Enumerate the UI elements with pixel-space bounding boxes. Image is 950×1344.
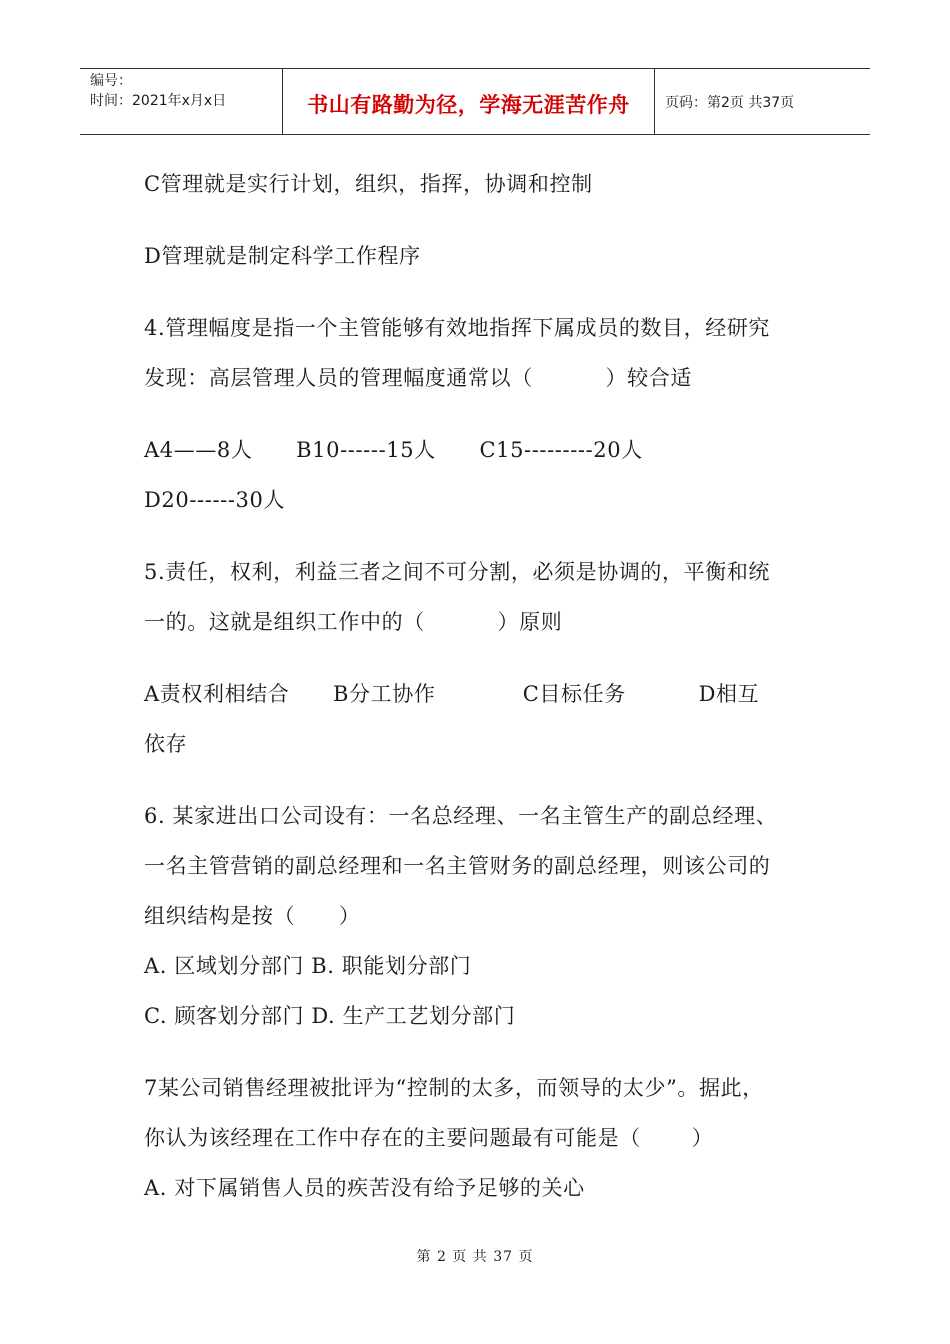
question-4-line-2: 发现：高层管理人员的管理幅度通常以（ ）较合适: [144, 366, 692, 390]
question-7-line-1: 7某公司销售经理被批评为“控制的太多，而领导的太少”。据此，: [144, 1076, 764, 1100]
option-d-line: D管理就是制定科学工作程序: [144, 244, 421, 268]
question-4-options-1: A4——8人 B10------15人 C15---------20人: [144, 438, 643, 462]
time-label: 时间：2021年x月x日: [90, 93, 227, 109]
question-6-line-2: 一名主管营销的副总经理和一名主管财务的副总经理，则该公司的: [144, 854, 771, 878]
question-5-line-2: 一的。这就是组织工作中的（ ）原则: [144, 610, 563, 634]
page-header: [80, 68, 870, 135]
question-7-option-a: A. 对下属销售人员的疾苦没有给予足够的关心: [144, 1176, 585, 1200]
header-motto: 书山有路勤为径，学海无涯苦作舟: [283, 69, 655, 134]
question-6-line-1: 6. 某家进出口公司设有：一名总经理、一名主管生产的副总经理、: [144, 804, 778, 828]
question-4-line-1: 4.管理幅度是指一个主管能够有效地指挥下属成员的数目，经研究: [144, 316, 771, 340]
page-footer: 第 2 页 共 37 页: [416, 1249, 534, 1265]
question-6-options-1: A. 区域划分部门 B. 职能划分部门: [144, 954, 472, 978]
option-c-line: C管理就是实行计划，组织，指挥，协调和控制: [144, 172, 593, 196]
question-5-options-1: A责权利相结合 B分工协作 C目标任务 D相互: [144, 682, 760, 706]
question-5-line-1: 5.责任，权利，利益三者之间不可分割，必须是协调的，平衡和统: [144, 560, 771, 584]
question-4-options-2: D20------30人: [144, 488, 286, 512]
question-6-line-3: 组织结构是按（ ）: [144, 904, 361, 928]
question-6-options-2: C. 顾客划分部门 D. 生产工艺划分部门: [144, 1004, 516, 1028]
header-meta: [80, 69, 283, 134]
header-page-info: 页码：第2页 共37页: [665, 94, 795, 111]
question-5-options-2: 依存: [144, 732, 188, 756]
number-label: 编号：: [90, 73, 132, 89]
question-7-line-2: 你认为该经理在工作中存在的主要问题最有可能是（ ）: [144, 1126, 714, 1150]
